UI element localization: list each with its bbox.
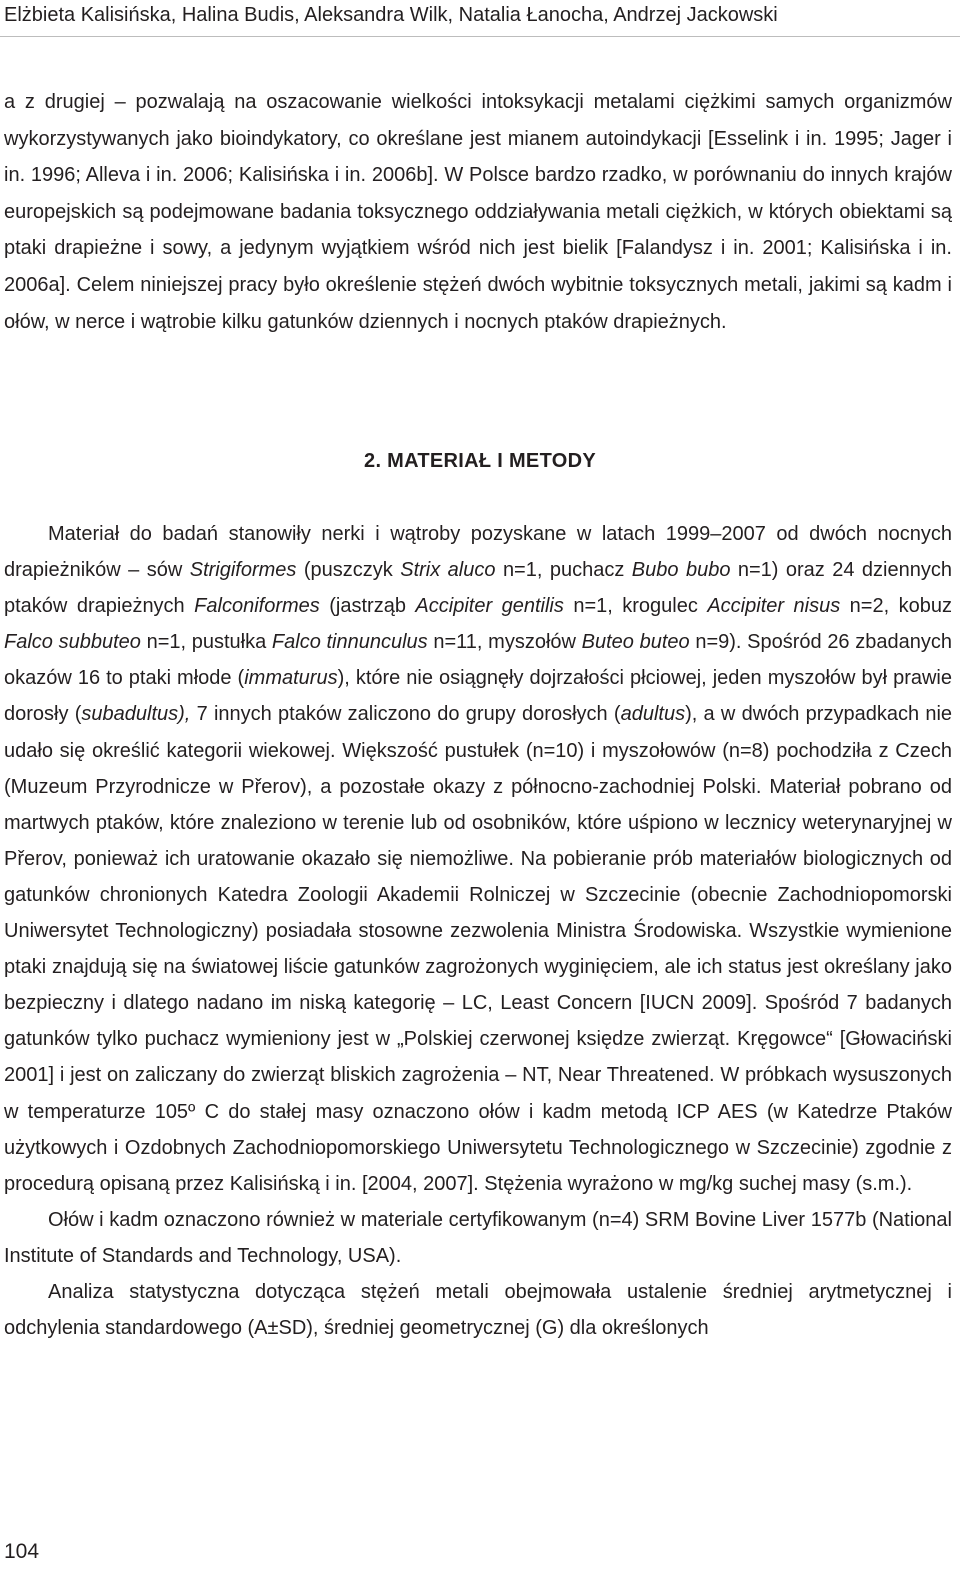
text-run: n=1) oraz 24 dziennych ptaków drapieżnych	[4, 559, 952, 618]
taxon-name: Bubo bubo	[631, 559, 731, 582]
age-term: adultus	[620, 703, 686, 726]
text-run: (jastrząb	[319, 595, 416, 618]
page-number: 104	[4, 1540, 40, 1563]
taxon-name: Buteo buteo	[581, 631, 690, 654]
taxon-name: Falconiformes	[194, 595, 320, 618]
methods-paragraph-2: Ołów i kadm oznaczono również w materiale certyfikowanym (n=4) SRM Bovine Liver 1577b (National Institute of Standards and Technology, USA).	[4, 1208, 952, 1267]
text-run: n=9). Spośród 26 zbadanych okazów 16 to ptaki młode (	[4, 631, 952, 690]
taxon-name: Accipiter nisus	[707, 595, 841, 618]
running-head-authors: Elżbieta Kalisińska, Halina Budis, Aleksandra Wilk, Natalia Łanocha, Andrzej Jackowski	[4, 4, 778, 26]
methods-section	[4, 516, 952, 1346]
text-run: Materiał do badań stanowiły nerki i wątroby pozyskane w latach 1999–2007 od dwóch nocnych drapieżników – sów	[4, 523, 952, 582]
methods-paragraph-1	[4, 516, 952, 1202]
text-run: n=1, krogulec	[563, 595, 708, 618]
intro-paragraph: a z drugiej – pozwalają na oszacowanie wielkości intoksykacji metalami ciężkimi samych organizmów wykorzystywanych jako bioindykatory, co określane jest mianem autoindykacji [Esselink i in. 1995; Jager i in. 1996; Alleva i in. 2006; Kalisińska i in. 2006b]. W Polsce bardzo rzadko, w porównaniu do innych krajów europejskich są podejmowane badania toksycznego oddziaływania metali ciężkich, w których obiektami są ptaki drapieżne i sowy, a jedynym wyjątkiem wśród nich jest bielik [Falandysz i in. 2001; Kalisińska i in. 2006a]. Celem niniejszej pracy było określenie stężeń dwóch wybitnie toksycznych metali, jakimi są kadm i ołów, w nerce i wątrobie kilku gatunków dziennych i nocnych ptaków drapieżnych.	[4, 91, 952, 333]
taxon-name: Accipiter gentilis	[415, 595, 564, 618]
age-term: subadultus),	[81, 703, 191, 726]
taxon-name: Falco subbuteo	[4, 631, 141, 654]
text-run: (puszczyk	[296, 559, 401, 582]
text-run: 7 innych ptaków zaliczono do grupy dorosłych (	[190, 703, 621, 726]
text-run: n=1, puchacz	[495, 559, 632, 582]
text-run: n=2, kobuz	[840, 595, 953, 618]
text-run: ), a w dwóch przypadkach nie udało się określić kategorii wiekowej. Większość pustułek (n=10) i myszołowów (n=8) pochodziła z Czech (Muzeum Przyrodnicze w Přerov), a pozostałe okazy z północno-zachodniej Polski. Materiał pobrano od martwych ptaków, które znaleziono w terenie lub od osobników, które uśpiono w lecznicy weterynaryjnej w Přerov, ponieważ ich uratowanie okazało się niemożliwe. Na pobieranie prób materiałów biologicznych od gatunków chronionych Katedra Zoologii Akademii Rolniczej w Szczecinie (obecnie Zachodniopomorski Uniwersytet Technologiczny) posiadała stosowne zezwolenia Ministra Środowiska. Wszystkie wymienione ptaki znajdują się na światowej liście gatunków zagrożonych wyginięciem, ale ich status jest określany jako bezpieczny i dlatego nadano im niską kategorię – LC, Least Concern [IUCN 2009]. Spośród 7 badanych gatunków tylko puchacz wymieniony jest w „Polskiej czerwonej księdze zwierząt. Kręgowce“ [Głowaciński 2001] i jest on zaliczany do zwierząt bliskich zagrożenia – NT, Near Threatened. W próbkach wysuszonych w temperaturze 105º C do stałej masy oznaczono ołów i kadm metodą ICP AES (w Katedrze Ptaków użytkowych i Ozdobnych Zachodniopomorskiego Uniwersytetu Technologicznego w Szczecinie) zgodnie z procedurą opisaną przez Kalisińską i in. [2004, 2007]. Stężenia wyrażono w mg/kg suchej masy (s.m.).	[4, 703, 953, 1195]
taxon-name: Falco tinnunculus	[271, 631, 428, 654]
text-run: n=1, pustułka	[140, 631, 272, 654]
header-divider	[0, 36, 960, 37]
text-run: ), które nie osiągnęły dojrzałości płciowej, jeden myszołów był prawie dorosły (	[4, 667, 952, 726]
methods-paragraph-3: Analiza statystyczna dotycząca stężeń metali obejmowała ustalenie średniej arytmetycznej i odchylenia standardowego (A±SD), średniej geometrycznej (G) dla określonych	[4, 1280, 952, 1340]
text-run: n=11, myszołów	[427, 631, 582, 654]
section-heading: 2. MATERIAŁ I METODY	[364, 450, 596, 472]
taxon-name: Strix aluco	[400, 559, 496, 582]
taxon-name: Strigiformes	[189, 559, 297, 582]
age-term: immaturus	[244, 667, 338, 690]
